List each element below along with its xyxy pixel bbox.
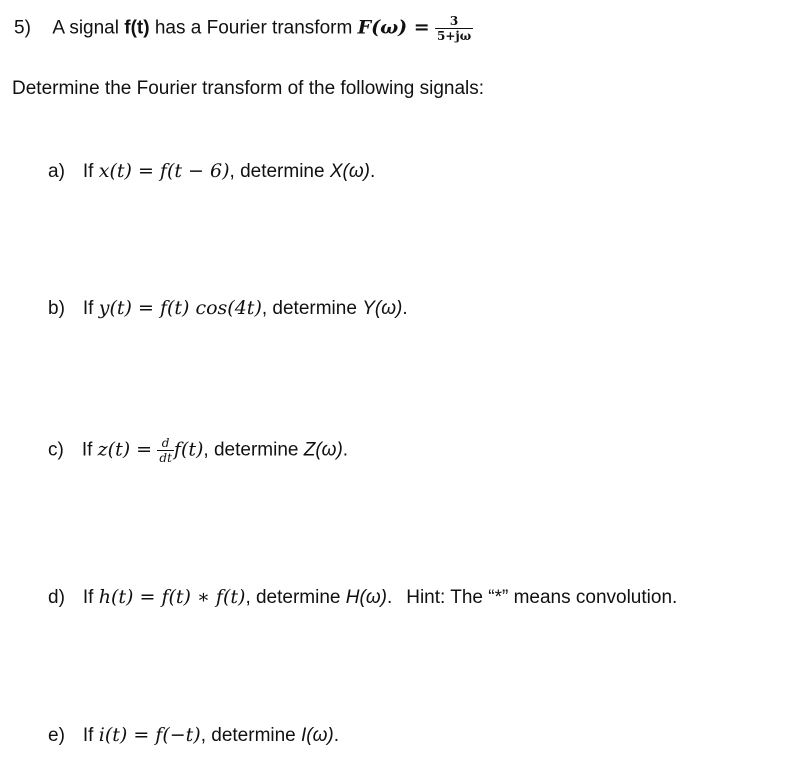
part-d xyxy=(48,586,677,609)
instruction: Determine the Fourier transform of the following signals: xyxy=(12,78,485,99)
part-expression: h(t) = f(t) ∗ f(t) xyxy=(98,586,246,608)
part-label: c) xyxy=(48,439,64,461)
part-a xyxy=(48,160,375,183)
part-end: . xyxy=(333,725,340,746)
part-b xyxy=(48,297,408,320)
signal-name: f(t) xyxy=(124,17,150,39)
part-label: e) xyxy=(48,725,65,746)
intro-text: A signal xyxy=(52,17,125,39)
part-expression: y(t) = f(t) cos(4t) xyxy=(98,297,262,319)
part-e xyxy=(48,724,339,747)
part-target: X(ω) xyxy=(329,161,370,182)
intro-text-2: has a Fourier transform xyxy=(149,17,358,39)
part-expression-rhs: f(t) xyxy=(173,438,204,461)
part-expression: x(t) = f(t − 6) xyxy=(98,160,230,182)
transform-denominator: 5+jω xyxy=(436,29,472,43)
part-expression-lhs: z(t) = xyxy=(97,438,153,461)
problem-header xyxy=(14,14,473,43)
part-end: . xyxy=(342,439,349,461)
problem-number: 5) xyxy=(14,17,31,39)
part-prefix: If xyxy=(82,587,99,608)
part-target: I(ω) xyxy=(301,725,334,746)
part-label: d) xyxy=(48,587,65,608)
part-prefix: If xyxy=(81,439,98,461)
part-c xyxy=(48,436,348,465)
part-hint: Hint: The “*” means convolution. xyxy=(406,587,678,608)
transform-numerator: 3 xyxy=(435,14,473,29)
part-expression: i(t) = f(−t) xyxy=(98,724,201,746)
derivative-fraction xyxy=(157,436,174,465)
transform-fraction xyxy=(435,14,473,43)
part-target: Y(ω) xyxy=(362,298,403,319)
derivative-numerator: d xyxy=(157,436,174,451)
part-mid: , determine xyxy=(261,298,363,319)
part-end: . xyxy=(402,298,408,319)
derivative-denominator: dt xyxy=(159,451,172,465)
part-prefix: If xyxy=(82,725,99,746)
part-target: Z(ω) xyxy=(303,439,343,461)
part-prefix: If xyxy=(82,161,99,182)
part-mid: , determine xyxy=(229,161,330,182)
part-mid: , determine xyxy=(200,725,302,746)
part-prefix: If xyxy=(82,298,99,319)
transform-lhs: F(ω) = xyxy=(357,16,430,39)
part-label: a) xyxy=(48,161,65,182)
part-end: . xyxy=(369,161,376,182)
part-end: . xyxy=(386,587,393,608)
part-label: b) xyxy=(48,298,65,319)
part-mid: , determine xyxy=(203,439,304,461)
part-target: H(ω) xyxy=(345,587,387,608)
part-mid: , determine xyxy=(245,587,346,608)
